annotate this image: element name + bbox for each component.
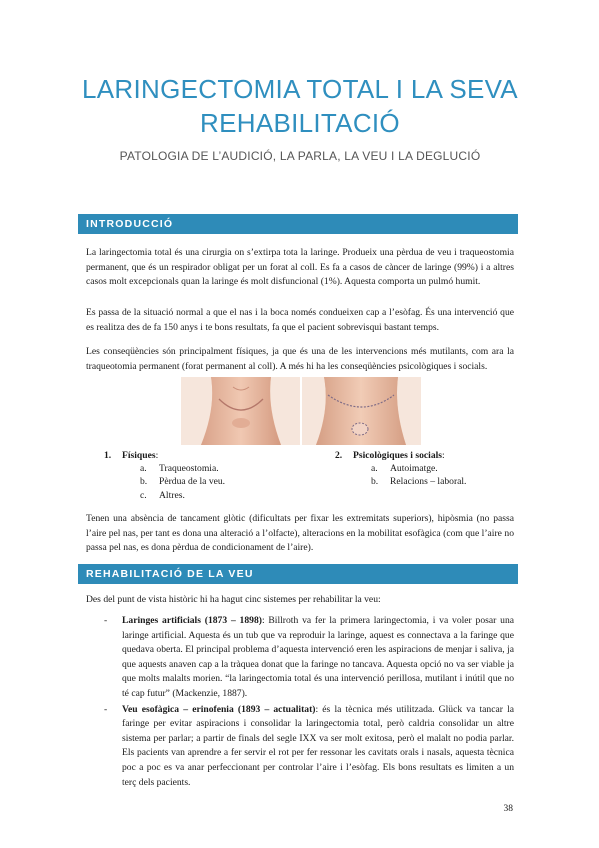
intro-paragraph-3: Les conseqüències són principalment físiques, ja que és una de les intervencions més mutilants, com ara la traqueotomia permanent (forat permanent al coll). A més hi ha les conseqüències psicològiques i socials.: [86, 346, 514, 372]
list-item-text: : és la tècnica més utilitzada. Glück va tancar la faringe per evitar aspiracions i consolidar la laringectomia total, però caldria consolidar un altre sistema per parlar; a partir de finals del segle IXX va ser molt exitosa, però el malalt no podia parlar. Els pacients van aprendre a fer servir el rot per fer ressonar les cavitats orals i nasals, aquesta tècnica poc a poc es va anar perfeccionant per controlar l’aire i l’esòfag. Els bons resultats es limiten a un terç dels pacients.: [122, 703, 514, 788]
consequences-psych: [335, 449, 525, 489]
consequences-physical: [104, 449, 304, 502]
section-header-rehab: REHABILITACIÓ DE LA VEU: [78, 564, 518, 584]
list-item-title: Veu esofàgica – erinofenia (1893 – actualitat): [122, 703, 316, 715]
list-letter: a.: [140, 463, 147, 475]
list-text: Relacions – laboral.: [390, 476, 467, 488]
list-item: [335, 475, 525, 488]
neck-photo-front: [181, 377, 300, 445]
list-item-text: : Billroth va fer la primera laringectomia, i va voler posar una laringe artificial. Aquesta és un tub que va reproduir la laringe, aquest es connectava a la faringe que quedava oberta. El principal problema d’aquesta intervenció eren les aspiracions de menjar i saliva, ja que aquests anaven cap a la tràquea donat que la faringe no tancava. Aquesta opció no va ser viable ja que molts malalts morien. “la laringectomia total és una intervenció perillosa, mutilant i inútil que no té cap futur” (Mackenzie, 1887).: [122, 615, 515, 699]
document-subtitle: PATOLOGIA DE L’AUDICIÓ, LA PARLA, LA VEU I LA DEGLUCIÓ: [119, 149, 481, 163]
list-letter: a.: [371, 463, 378, 475]
list-letter: b.: [371, 476, 379, 488]
list-text: Traqueostomia.: [159, 463, 219, 475]
intro-paragraph-1: La laringectomia total és una cirurgia on s’extirpa tota la laringe. Produeix una pèrdua de veu i traqueostomia permanent, que és un respirador obligat per un forat al coll. Es fa a casos de càncer de laringe (99%) i a altres casos molt excepcionals quan la laringe és molt disfuncional (1%). Aquesta comporta un pulmó humit.: [86, 247, 514, 288]
bullet-dash: -: [104, 615, 108, 626]
rehab-list: [104, 614, 514, 791]
section-header-intro: INTRODUCCIÓ: [78, 214, 518, 234]
bullet-dash: -: [104, 703, 108, 715]
list-item: [104, 703, 514, 791]
list-text: Altres.: [159, 489, 185, 501]
list-number: 1.: [104, 450, 112, 461]
list-item: [335, 462, 525, 475]
list-item: [104, 462, 304, 475]
list-item: [104, 475, 304, 488]
rehab-intro: Des del punt de vista històric hi ha hagut cinc sistemes per rehabilitar la veu:: [86, 594, 381, 605]
list-item: [104, 614, 514, 702]
neck-photo-stoma: [302, 377, 421, 445]
list-letter: b.: [140, 476, 148, 488]
list-item-title: Laringes artificials (1873 – 1898): [122, 615, 262, 626]
list-item: [104, 489, 304, 502]
list-heading-colon: :: [155, 450, 159, 461]
list-number: 2.: [335, 450, 343, 461]
list-heading: Físiques: [122, 450, 156, 461]
list-heading: Psicològiques i socials: [353, 450, 443, 461]
neck-figures: [181, 377, 421, 445]
intro-paragraph-4: Tenen una absència de tancament glòtic (dificultats per fixar les extremitats superiors), hipòsmia (no passa l’aire pel nas, per tant es dona una alteració a l’olfacte), alteracions en la mobilitat esofàgica (com que l’aire no passa pel nas, es dona pèrdua de condicionament de l’aire).: [86, 513, 514, 554]
list-heading-colon: :: [442, 450, 445, 461]
document-title: LARINGECTOMIA TOTAL I LA SEVA REHABILITACIÓ: [82, 74, 518, 138]
list-text: Autoimatge.: [390, 463, 438, 475]
list-letter: c.: [140, 489, 147, 501]
intro-paragraph-2: Es passa de la situació normal a que el nas i la boca només condueixen cap a l’esòfag. És una intervenció que es realitza des de fa 150 anys i te bons resultats, fa que el pacient sobrevisqui bastant temps.: [86, 307, 514, 333]
list-text: Pèrdua de la veu.: [159, 476, 226, 488]
page-number: 38: [503, 804, 513, 814]
